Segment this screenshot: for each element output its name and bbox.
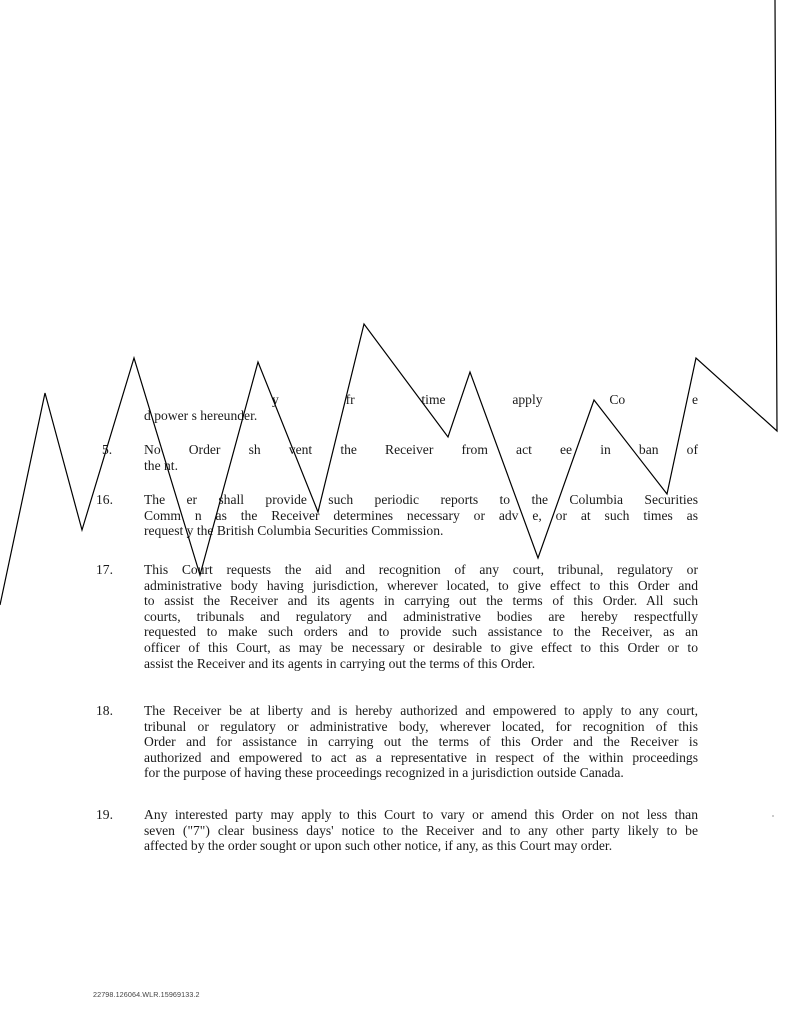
paragraph-line: seven ("7") clear business days' notice to the Receiver and to any other party likely to be xyxy=(144,822,698,838)
paragraph-body xyxy=(144,392,698,423)
paragraph-line: Any interested party may apply to this Court to vary or amend this Order on not less than xyxy=(144,807,698,822)
paragraph-line: The Receiver be at liberty and is hereby authorized and empowered to apply to any court, xyxy=(144,703,698,718)
paragraph-line: y fr time apply Co e xyxy=(272,392,698,407)
paragraph-line: assist the Receiver and its agents in carrying out the terms of this Order. xyxy=(144,655,536,671)
paragraph-body xyxy=(144,492,698,539)
paragraph-line: No Order sh vent the Receiver from act ee in ban of xyxy=(144,442,698,457)
paragraph-line: Comm n as the Receiver determines necessary or adv e, or at such times as xyxy=(144,507,698,523)
paragraph-line: officer of this Court, as may be necessary or desirable to give effect to this Order or to xyxy=(144,639,698,655)
scan-speck xyxy=(772,815,774,817)
paragraph-line: for the purpose of having these proceedings recognized in a jurisdiction outside Canada. xyxy=(144,765,624,781)
paragraph-number: 5. xyxy=(102,442,113,457)
paragraph-line: requested to make such orders and to provide such assistance to the Receiver, as an xyxy=(144,624,698,640)
paragraph-line: affected by the order sought or upon such other notice, if any, as this Court may order. xyxy=(144,838,613,854)
paragraph-number: 19. xyxy=(96,807,113,822)
paragraph-number: 17. xyxy=(96,562,113,577)
paragraph-body xyxy=(144,807,698,854)
paragraph-line: the nt. xyxy=(144,457,178,473)
paragraph-body xyxy=(144,442,698,473)
paragraph-line: d power s hereunder. xyxy=(144,407,258,423)
paragraph-line: courts, tribunals and regulatory and administrative bodies are hereby respectfully xyxy=(144,608,698,624)
paragraph-line: authorized and empowered to act as a representative in respect of the within proceedings xyxy=(144,749,698,765)
paragraph-line: to assist the Receiver and its agents in carrying out the terms of this Order. All such xyxy=(144,593,698,609)
paragraph-body xyxy=(144,703,698,781)
paragraph-line: request y the British Columbia Securities Commission. xyxy=(144,523,444,539)
document-reference: 22798.126064.WLR.15969133.2 xyxy=(93,990,200,999)
paragraph-line: The er shall provide such periodic reports to the Columbia Securities xyxy=(144,492,698,507)
paragraph-line: Order and for assistance in carrying out the terms of this Order and the Receiver is xyxy=(144,734,698,750)
paragraph-line: tribunal or regulatory or administrative body, wherever located, for recognition of this xyxy=(144,718,698,734)
paragraph-line: administrative body having jurisdiction, wherever located, to give effect to this Order and xyxy=(144,577,698,593)
paragraph-body xyxy=(144,562,698,671)
paragraph-number: 18. xyxy=(96,703,113,718)
paragraph-line: This Court requests the aid and recognition of any court, tribunal, regulatory or xyxy=(144,562,698,577)
paragraph-number: 16. xyxy=(96,492,113,507)
